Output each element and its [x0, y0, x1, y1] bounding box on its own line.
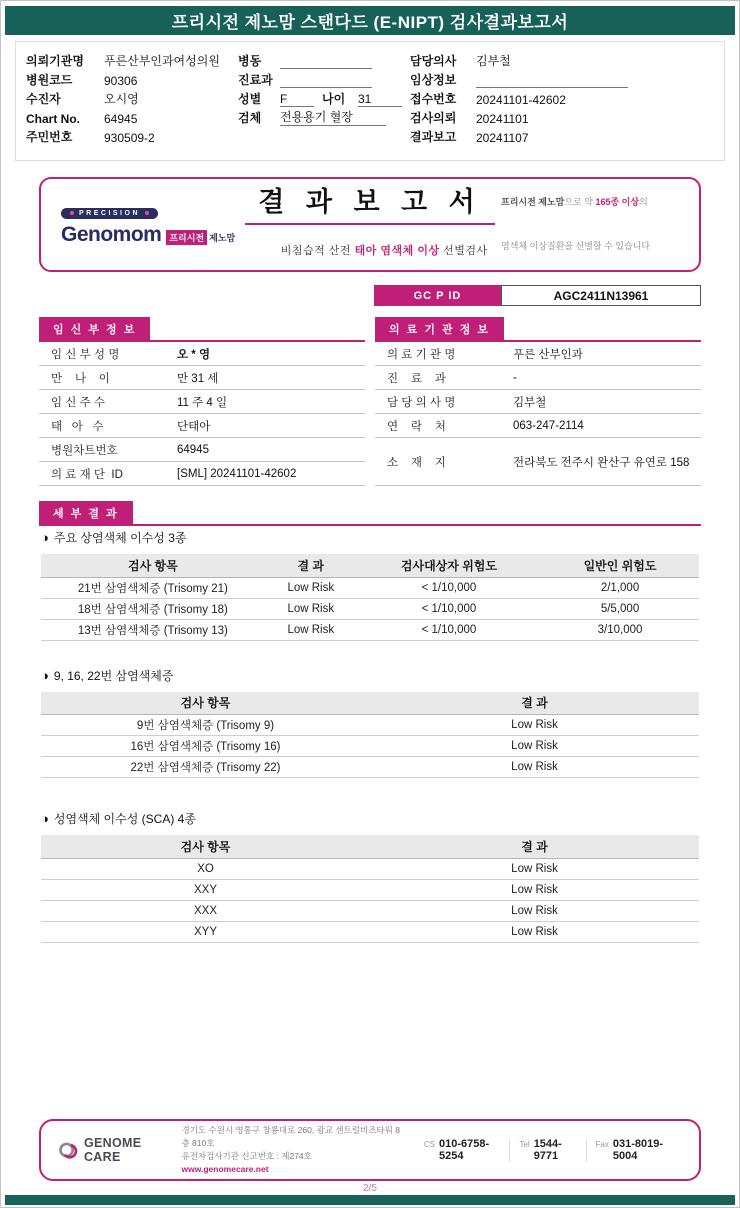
cell-test-item: 16번 삼염색체증 (Trisomy 16): [41, 736, 370, 757]
col-header-subject-risk: 검사대상자 위험도: [357, 554, 541, 577]
cell-test-item: XO: [41, 858, 370, 879]
contact-number: 010-6758-5254: [438, 1138, 490, 1162]
field-value: 20241101-42602: [476, 93, 566, 107]
table-row-trisomy16: [41, 736, 699, 757]
tagline-brand: 프리시전 제노맘: [501, 196, 565, 207]
col-header-result: 결 과: [370, 692, 699, 715]
table-row-trisomy22: [41, 757, 699, 778]
footer-card: [39, 1119, 701, 1181]
precision-badge-label: PRECISION: [79, 209, 141, 217]
info-label: 임 신 부 성 명: [51, 348, 120, 361]
info-value: 전라북도 전주시 완산구 유연로 158: [513, 456, 690, 469]
field-resident-id: [26, 126, 238, 145]
report-header-card: [39, 177, 701, 272]
field-label: 담당의사: [410, 54, 457, 68]
field-report-date: [410, 126, 714, 145]
cell-subject-risk: < 1/10,000: [357, 577, 541, 598]
result-report-title: 결 과 보 고 서: [258, 186, 482, 217]
cell-result: Low Risk: [370, 858, 699, 879]
info-label: 소 재 지: [387, 456, 446, 469]
report-title: 프리시전 제노맘 스탠다드 (E-NIPT) 검사결과보고서: [171, 13, 569, 32]
field-referring-clinic: [26, 50, 238, 69]
field-sex-age: [238, 88, 410, 107]
field-hospital-code: [26, 69, 238, 88]
address-line1: 경기도 수원시 영통구 창룡대로 260, 광교 센트럴비즈타워 8층 810호: [181, 1124, 400, 1148]
result-caption-autosome: [41, 529, 699, 546]
footer-address: [181, 1124, 402, 1177]
contact-number: 031-8019-5004: [612, 1138, 663, 1162]
field-label: Chart No.: [26, 112, 80, 126]
field-patient-name: [26, 88, 238, 107]
patient-header-col3: [410, 50, 714, 152]
info-label: 태 아 수: [51, 420, 104, 433]
field-label: 수진자: [26, 92, 61, 106]
subtitle-highlight: 태아 염색체 이상: [354, 244, 440, 257]
field-value: 64945: [104, 112, 138, 126]
field-label: 성별: [238, 92, 262, 106]
field-label: 임상정보: [410, 73, 457, 87]
brand-korean: [166, 230, 235, 245]
info-value: 64945: [177, 443, 209, 456]
website-link[interactable]: www.genomecare.net: [181, 1164, 269, 1175]
genomecare-logo-icon: [57, 1138, 78, 1162]
field-value: 20241107: [476, 131, 529, 145]
contact-tel: [509, 1138, 585, 1162]
tagline-mid: 으로 약: [564, 196, 596, 207]
info-row-lab-id: [39, 462, 365, 486]
field-value: 김부철: [476, 54, 511, 68]
bottom-bar: [5, 1195, 735, 1205]
half-circle-icon: ◑: [41, 667, 49, 683]
cell-subject-risk: < 1/10,000: [357, 598, 541, 619]
medical-info-header: [375, 317, 701, 342]
col-header-test-item: 검사 항목: [41, 835, 370, 858]
genomecare-logo: [57, 1136, 169, 1164]
cell-test-item: XXY: [41, 879, 370, 900]
cell-result: Low Risk: [370, 921, 699, 942]
info-row-age: [39, 366, 365, 390]
sca-result-table: [41, 835, 699, 943]
field-accession-no: [410, 88, 714, 107]
genomom-logo: [61, 202, 239, 247]
cell-result: Low Risk: [370, 715, 699, 736]
field-value-sex: F: [280, 92, 314, 107]
genomecare-logo-text: GENOME CARE: [83, 1136, 142, 1164]
cell-subject-risk: < 1/10,000: [357, 619, 541, 640]
info-row-clinic-name: [375, 342, 701, 366]
info-label: 만 나 이: [51, 372, 110, 385]
cell-result: Low Risk: [265, 598, 357, 619]
precision-badge: [61, 208, 158, 219]
cell-result: Low Risk: [265, 577, 357, 598]
cell-result: Low Risk: [370, 757, 699, 778]
result-caption-sca: [41, 810, 699, 827]
result-caption-trisomy-9-16-22: [41, 667, 699, 684]
report-card-title-block: [239, 180, 501, 270]
table-row-trisomy9: [41, 715, 699, 736]
autosome-result-table: [41, 554, 699, 641]
half-circle-icon: ◑: [41, 811, 49, 826]
field-value: 90306: [104, 74, 138, 88]
col-header-result: 결 과: [265, 554, 357, 577]
field-request-date: [410, 107, 714, 126]
results-area: [41, 521, 699, 943]
field-label: 진료과: [238, 73, 273, 87]
info-row-address: [375, 438, 701, 486]
cell-population-risk: 3/10,000: [541, 619, 699, 640]
brand-name: Genomom: [61, 223, 162, 246]
badge-dot-icon: [145, 211, 149, 215]
field-value: 20241101: [476, 112, 529, 126]
contact-label: Tel: [519, 1140, 530, 1149]
field-ward: [238, 50, 410, 69]
patient-header-col2: [238, 50, 410, 152]
cell-result: Low Risk: [370, 879, 699, 900]
caption-text: 9, 16, 22번 삼염색체증: [53, 668, 174, 683]
field-department: [238, 69, 410, 88]
contact-label: Fax: [595, 1140, 609, 1149]
info-value: -: [513, 371, 517, 384]
field-chart-no: [26, 107, 238, 126]
contact-label: CS: [423, 1140, 435, 1149]
field-label: 나이: [322, 92, 346, 106]
address-line2: 유전자검사기관 신고번호 : 제274호: [181, 1151, 312, 1161]
field-label: 의뢰기관명: [26, 54, 84, 68]
gcpid-label: GC P ID: [374, 285, 501, 306]
field-clinical-info: [410, 69, 714, 88]
badge-dot-icon: [70, 211, 74, 215]
info-value: 만 31 세: [177, 372, 219, 385]
tagline-line2: 염색체 이상질환을 선별할 수 있습니다: [501, 241, 651, 252]
field-label: 병원코드: [26, 73, 73, 87]
info-label: 진 료 과: [387, 372, 446, 385]
field-value: 930509-2: [104, 131, 155, 145]
cell-test-item: 9번 삼염색체증 (Trisomy 9): [41, 715, 370, 736]
gcpid-row: [374, 285, 701, 306]
info-row-doctor: [375, 390, 701, 414]
info-row-fetus-count: [39, 414, 365, 438]
tagline-line1: [501, 195, 679, 210]
col-header-population-risk: 일반인 위험도: [541, 554, 699, 577]
caption-text: 성염색체 이수성 (SCA) 4종: [53, 812, 196, 826]
field-label: 검사의뢰: [410, 111, 457, 125]
field-value: 오시영: [104, 92, 139, 106]
info-label: 의 료 기 관 명: [387, 348, 456, 361]
field-value: [280, 54, 372, 69]
info-label: 임 신 주 수: [51, 396, 106, 409]
info-value: 푸른 산부인과: [513, 348, 583, 361]
cell-test-item: XYY: [41, 921, 370, 942]
report-tagline: [501, 165, 679, 284]
title-underline: [245, 223, 495, 225]
cell-test-item: 22번 삼염색체증 (Trisomy 22): [41, 757, 370, 778]
info-label: 담 당 의 사 명: [387, 396, 456, 409]
field-value: [280, 73, 372, 88]
section-title: 임 신 부 정 보: [39, 317, 150, 340]
half-circle-icon: ◑: [41, 530, 49, 545]
col-header-result: 결 과: [370, 835, 699, 858]
section-title: 의 료 기 관 정 보: [375, 317, 504, 340]
field-value: [476, 73, 628, 88]
field-value: 푸른산부인과여성의원: [104, 54, 220, 68]
info-value: 11 주 4 일: [177, 396, 228, 409]
field-label: 접수번호: [410, 92, 457, 106]
footer-contacts: [415, 1138, 683, 1162]
info-row-mother-name: [39, 342, 365, 366]
table-header-row: [41, 692, 699, 715]
page-number: 2/5: [363, 1183, 377, 1194]
field-specimen: [238, 107, 410, 126]
field-label: 주민번호: [26, 130, 73, 144]
cell-result: Low Risk: [265, 619, 357, 640]
field-value-age: 31: [358, 92, 402, 107]
table-row-trisomy13: [41, 619, 699, 640]
brand-korean-genomom: 제노맘: [209, 233, 236, 243]
contact-fax: [586, 1138, 684, 1162]
info-tables: [39, 317, 701, 486]
table-row-xxy: [41, 879, 699, 900]
mother-info-table: [39, 317, 365, 486]
col-header-test-item: 검사 항목: [41, 692, 370, 715]
mother-info-header: [39, 317, 365, 342]
info-value: 063-247-2114: [513, 419, 584, 432]
tagline-highlight: 165종 이상: [595, 196, 640, 207]
contact-number: 1544-9771: [533, 1138, 562, 1162]
info-value: 단태아: [177, 420, 211, 433]
cell-test-item: 13번 삼염색체증 (Trisomy 13): [41, 619, 265, 640]
info-value: 김부철: [513, 396, 547, 409]
info-row-phone: [375, 414, 701, 438]
info-label: 연 락 처: [387, 420, 446, 433]
medical-info-table: [375, 317, 701, 486]
cell-test-item: XXX: [41, 900, 370, 921]
contact-cs: [415, 1138, 510, 1162]
trisomy-9-16-22-table: [41, 692, 699, 779]
table-row-xyy: [41, 921, 699, 942]
caption-text: 주요 상염색체 이수성 3종: [53, 531, 187, 545]
cell-test-item: 18번 삼염색체증 (Trisomy 18): [41, 598, 265, 619]
subtitle-post: 선별검사: [439, 244, 488, 257]
report-subtitle: [239, 230, 501, 270]
field-attending-doctor: [410, 50, 714, 69]
brand-line: [61, 223, 239, 247]
table-header-row: [41, 554, 699, 577]
cell-result: Low Risk: [370, 736, 699, 757]
info-row-department: [375, 366, 701, 390]
table-row-trisomy21: [41, 577, 699, 598]
brand-korean-precision: 프리시전: [166, 230, 207, 245]
field-label: 결과보고: [410, 130, 457, 144]
info-label: 의 료 재 단 ID: [51, 468, 123, 481]
tagline-post: 의: [639, 196, 648, 207]
cell-population-risk: 5/5,000: [541, 598, 699, 619]
info-value: [SML] 20241101-42602: [177, 467, 297, 480]
patient-header-col1: [26, 50, 238, 152]
section-title: 세 부 결 과: [39, 501, 133, 524]
info-row-chart-no: [39, 438, 365, 462]
col-header-test-item: 검사 항목: [41, 554, 265, 577]
table-row-xo: [41, 858, 699, 879]
patient-header: [15, 41, 725, 161]
info-label: 병원차트번호: [51, 444, 118, 457]
gcpid-value: AGC2411N13961: [501, 285, 701, 306]
info-value: 오 * 영: [177, 348, 211, 361]
info-row-gestation: [39, 390, 365, 414]
cell-result: Low Risk: [370, 900, 699, 921]
field-label: 검체: [238, 111, 262, 125]
cell-test-item: 21번 삼염색체증 (Trisomy 21): [41, 577, 265, 598]
field-label: 병동: [238, 54, 262, 68]
table-row-trisomy18: [41, 598, 699, 619]
table-header-row: [41, 835, 699, 858]
report-title-bar: [5, 6, 735, 35]
table-row-xxx: [41, 900, 699, 921]
cell-population-risk: 2/1,000: [541, 577, 699, 598]
subtitle-pre: 비침습적 산전: [280, 244, 355, 257]
field-value: 전용용기 혈장: [280, 108, 386, 126]
